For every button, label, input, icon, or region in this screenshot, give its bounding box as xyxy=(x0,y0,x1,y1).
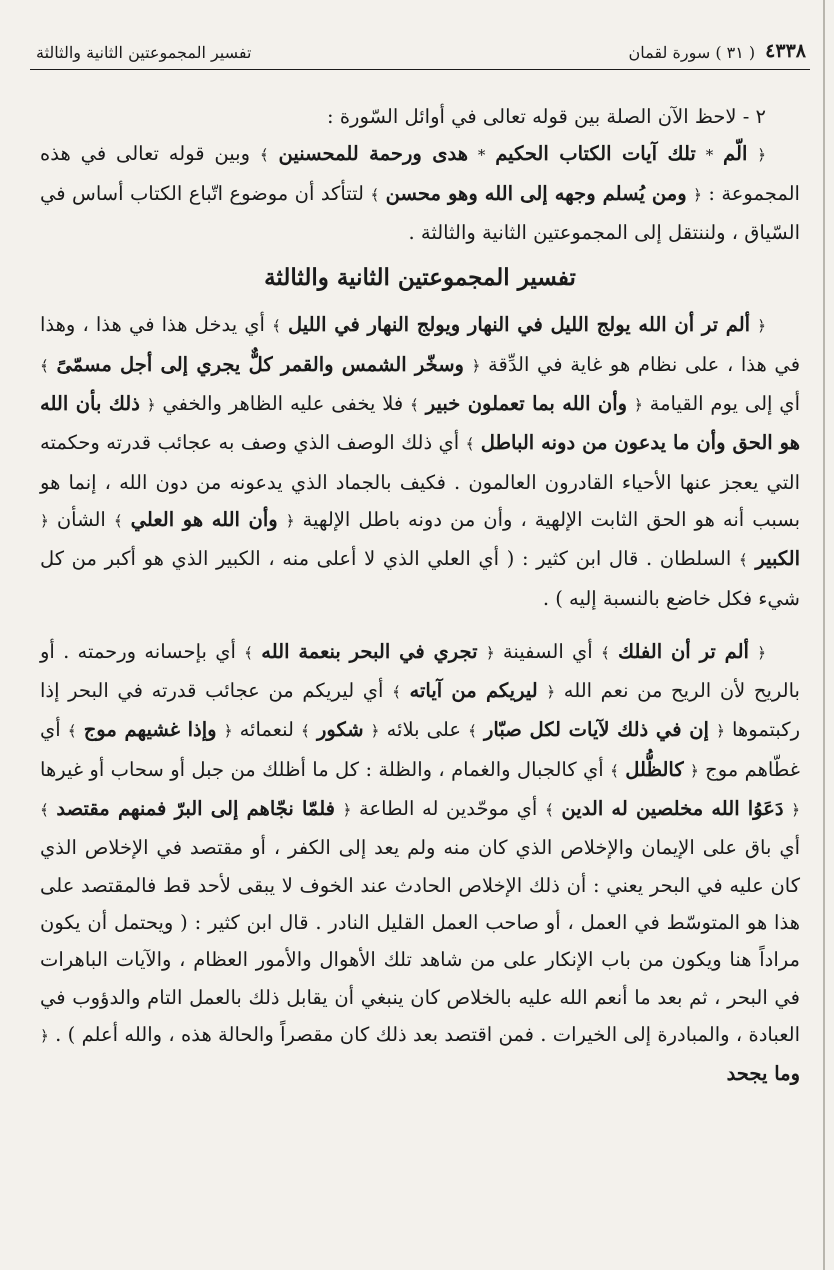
verse-close-ornament: ﴾ xyxy=(738,551,748,570)
commentary-text: لتتأكد أن موضوع اتّباع الكتاب أساس في السّياق ، ولننتقل إلى المجموعتين الثانية والثالثة . xyxy=(40,181,800,244)
verse-close-ornament: ﴾ xyxy=(301,722,310,741)
verse-text: وسخّر الشمس والقمر كلٌّ يجري إلى أجل مسمّىً xyxy=(56,352,464,376)
verse-open-ornament: ﴿ xyxy=(146,396,156,415)
header-right xyxy=(629,40,806,62)
commentary-text: أي يدخل هذا في هذا ، وهذا في هذا ، على نظام هو غاية في الدِّقة xyxy=(40,313,801,376)
verse-text: هدى ورحمة للمحسنين xyxy=(278,142,469,166)
running-header xyxy=(36,30,806,62)
binding-edge xyxy=(823,0,825,1270)
verse-text: دَعَوُا الله مخلصين له الدين xyxy=(561,797,784,821)
verse-text: ألم تر أن الله يولج الليل في النهار ويولج النهار في الليل xyxy=(288,313,751,337)
verse-close-ornament: ﴾ xyxy=(610,761,619,780)
verse-open-ornament: ﴿ xyxy=(689,761,699,780)
verse-text: وأن الله هو العلي xyxy=(130,507,278,531)
verse-text: ذلك بأن الله هو الحق وأن ما يدعون من دونه الباطل xyxy=(40,392,800,455)
verse-open-ornament: ﴿ xyxy=(471,356,481,375)
verse-text: الّم xyxy=(723,142,748,166)
verse-close-ornament: ﴾ xyxy=(468,722,477,741)
verse-open-ornament: ﴿ xyxy=(757,146,767,165)
verse-text: فلمّا نجّاهم إلى البرّ فمنهم مقتصد xyxy=(56,797,335,821)
verse-open-ornament: ﴿ xyxy=(40,1026,49,1045)
verse-close-ornament: ﴾ xyxy=(67,722,77,741)
verse-open-ornament: ﴿ xyxy=(757,317,766,336)
verse-close-ornament: ﴾ xyxy=(370,185,380,204)
verse-text: تجري في البحر بنعمة الله xyxy=(261,639,478,663)
commentary-text: أي غطّاهم موج xyxy=(40,718,800,781)
commentary-text: وبين قوله تعالى في هذه المجموعة : xyxy=(40,142,800,205)
verse-text: وما يجحد xyxy=(726,1062,800,1086)
commentary-paragraph-2 xyxy=(40,633,800,1093)
verse-close-ornament: ﴾ xyxy=(392,683,401,702)
intro-paragraph-2 xyxy=(40,135,800,251)
intro-text-1: ٢ - لاحظ الآن الصلة بين قوله تعالى في أوائل السّورة : xyxy=(327,105,766,128)
verse-open-ornament: ﴿ xyxy=(633,396,643,415)
verse-text: كالظُّلل xyxy=(625,757,684,781)
verse-close-ornament: ﴾ xyxy=(544,801,554,820)
verse-text: إن في ذلك لآيات لكل صبّار xyxy=(483,718,709,742)
verse-open-ornament: ﴿ xyxy=(370,722,380,741)
verse-open-ornament: ﴿ xyxy=(693,185,702,204)
section-heading: تفسير المجموعتين الثانية والثالثة xyxy=(264,264,576,292)
verse-open-ornament: ﴿ xyxy=(546,683,556,702)
page-body xyxy=(40,98,800,1092)
intro-paragraph-1 xyxy=(40,98,800,135)
commentary-text: على بلائه xyxy=(386,718,461,742)
verse-close-ornament: ﴾ xyxy=(244,643,253,662)
verse-open-ornament: ﴿ xyxy=(716,722,725,741)
commentary-text: السلطان . قال ابن كثير : ( أي العلي الذي لا أعلى منه ، الكبير الذي هو أكبر من كل شيء فكل خاضع بالنسبة إليه ) . xyxy=(40,547,800,610)
verse-open-ornament: ﴿ xyxy=(791,801,801,820)
verse-text: ومن يُسلم وجهه إلى الله وهو محسن xyxy=(385,181,687,205)
verse-open-ornament: ﴿ xyxy=(485,643,495,662)
page-number: ٤٣٣٨ xyxy=(765,40,806,62)
verse-close-ornament: ﴾ xyxy=(40,801,49,820)
commentary-text: فلا يخفى عليه الظاهر والخفي xyxy=(162,392,404,416)
verse-text: ليريكم من آياته xyxy=(409,679,538,703)
verse-close-ornament: ﴾ xyxy=(410,396,419,415)
verse-text: تلك آيات الكتاب الحكيم xyxy=(495,142,696,166)
verse-close-ornament: ﴾ xyxy=(40,356,49,375)
commentary-text: أي ليريكم من عجائب قدرته في البحر إذا ركبتموها xyxy=(40,679,801,742)
verse-open-ornament: ﴿ xyxy=(342,801,352,820)
verse-text: الكبير xyxy=(755,547,801,571)
verse-open-ornament: ﴿ xyxy=(757,643,767,662)
commentary-text: أي كالجبال والغمام ، والظلة : كل ما أظلك من جبل أو سحاب أو غيرها xyxy=(40,757,604,781)
verse-open-ornament: ﴿ xyxy=(285,511,295,530)
verse-close-ornament: ﴾ xyxy=(259,146,269,165)
verse-open-ornament: ﴿ xyxy=(40,511,49,530)
commentary-paragraph-1 xyxy=(40,306,800,616)
verse-text: ألم تر أن الفلك xyxy=(618,639,749,663)
verse-close-ornament: ﴾ xyxy=(600,643,610,662)
commentary-text: الشأن xyxy=(56,507,106,531)
commentary-text: لنعمائه xyxy=(239,718,294,742)
verse-text: شكور xyxy=(316,718,364,742)
verse-open-ornament: ﴿ xyxy=(223,722,233,741)
verse-close-ornament: ﴾ xyxy=(113,511,123,530)
verse-text: وإذا غشيهم موج xyxy=(83,718,217,742)
commentary-text: أي بإحسانه ورحمته . أو بالريح لأن الريح من نعم الله xyxy=(40,639,800,703)
verse-close-ornament: ﴾ xyxy=(272,317,281,336)
verse-separator: * xyxy=(705,146,714,165)
surah-reference: ( ٣١ ) سورة لقمان xyxy=(628,43,756,62)
commentary-text: أي موحّدين له الطاعة xyxy=(359,797,538,821)
commentary-text: أي السفينة xyxy=(502,639,593,663)
header-section-title: تفسير المجموعتين الثانية والثالثة xyxy=(36,43,252,62)
commentary-text: أي باق على الإيمان والإخلاص الذي كان منه ولم يعد إلى الكفر ، أو مقتصد في الإخلاص الذي كان عليه في البحر يعني : أن ذلك الإخلاص الحادث عند الخوف لا يبقى لأحد قط فالمقتصد على هذا هو المتوسّط في العمل ، أو صاحب العمل القليل النادر . قال ابن كثير : ( ويحتمل أن يكون مراداً هنا ويكون من باب الإنكار على من شاهد تلك الأهوال والأمور العظام ، والآيات الباهرات في البحر ، ثم بعد ما أنعم الله عليه بالخلاص كان ينبغي أن يقابل ذلك بالعمل التام والدؤوب في العبادة ، والمبادرة إلى الخيرات . فمن اقتصد بعد ذلك كان مقصراً والحالة هذه ، والله أعلم ) . xyxy=(40,836,800,1046)
commentary-text: أي إلى يوم القيامة xyxy=(649,392,800,416)
commentary-text: أي ذلك الوصف الذي وصف به عجائب قدرته وحكمته التي يعجز عنها الأحياء القادرون العالمون . فكيف بالجماد الذي يدعونه من دون الله ، إنما هو بسبب أنه هو الحق الثابت الإلهية ، وأن من دونه باطل الإلهية xyxy=(40,431,801,531)
verse-separator: * xyxy=(477,146,486,165)
header-rule xyxy=(30,69,810,70)
verse-text: وأن الله بما تعملون خبير xyxy=(425,392,628,416)
verse-close-ornament: ﴾ xyxy=(465,435,475,454)
